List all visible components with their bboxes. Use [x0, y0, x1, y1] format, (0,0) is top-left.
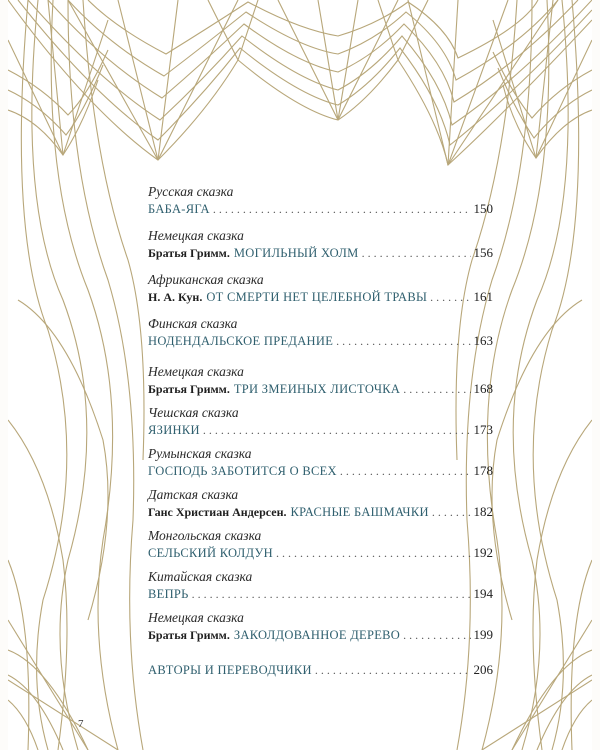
toc-genre: Датская сказка: [148, 487, 239, 502]
toc-title[interactable]: ЯЗИНКИ: [148, 423, 200, 437]
toc-line: [148, 244, 493, 262]
toc-genre: Русская сказка: [148, 184, 234, 199]
toc-title[interactable]: МОГИЛЬНЫЙ ХОЛМ: [233, 246, 359, 260]
toc-entry-authors-translators[interactable]: [148, 661, 493, 679]
toc-line: [148, 380, 493, 398]
book-page: [8, 0, 592, 750]
toc-line: [148, 288, 493, 306]
toc-page-number: 163: [473, 333, 493, 348]
toc-line: [148, 200, 493, 218]
toc-line: [148, 462, 493, 480]
toc-entry[interactable]: [148, 609, 493, 644]
toc-entry[interactable]: [148, 363, 493, 398]
toc-dot-leader: [403, 380, 470, 398]
toc-page-number: 156: [473, 245, 493, 260]
toc-page-number: 161: [473, 289, 493, 304]
toc-line: [148, 585, 493, 603]
toc-dot-leader: [213, 200, 471, 218]
toc-dot-leader: [432, 503, 471, 521]
toc-line: [148, 332, 493, 350]
toc-entry[interactable]: [148, 527, 493, 562]
toc-genre: Немецкая сказка: [148, 364, 244, 379]
spiderweb-corners: [8, 0, 592, 158]
toc-page-number: 182: [473, 504, 493, 519]
toc-title[interactable]: СЕЛЬСКИЙ КОЛДУН: [148, 546, 273, 560]
toc-title[interactable]: ГОСПОДЬ ЗАБОТИТСЯ О ВСЕХ: [148, 464, 337, 478]
toc-line: [148, 626, 493, 644]
toc-entry[interactable]: [148, 445, 493, 480]
toc-genre: Румынская сказка: [148, 446, 252, 461]
toc-dot-leader: [430, 288, 470, 306]
toc-dot-leader: [276, 544, 471, 562]
toc-genre: Финская сказка: [148, 316, 238, 331]
toc-page-number: 150: [473, 201, 493, 216]
toc-page-number: 178: [473, 463, 493, 478]
toc-dot-leader: [336, 332, 470, 350]
toc-page-number: 206: [473, 662, 493, 677]
toc-genre: Чешская сказка: [148, 405, 239, 420]
toc-dot-leader: [315, 661, 471, 679]
page-number: 7: [78, 718, 84, 730]
toc-dot-leader: [403, 626, 470, 644]
toc-author: Братья Гримм.: [148, 246, 230, 260]
toc-dot-leader: [192, 585, 471, 603]
toc-page-number: 168: [473, 381, 493, 396]
toc-title[interactable]: БАБА-ЯГА: [148, 202, 210, 216]
toc-title[interactable]: ОТ СМЕРТИ НЕТ ЦЕЛЕБНОЙ ТРАВЫ: [206, 290, 428, 304]
toc-line: [148, 421, 493, 439]
toc-author: Н. А. Кун.: [148, 290, 203, 304]
toc-author: Братья Гримм.: [148, 382, 230, 396]
toc-genre: Немецкая сказка: [148, 610, 244, 625]
toc-entry[interactable]: [148, 315, 493, 350]
toc-dot-leader: [340, 462, 471, 480]
toc-genre: Монгольская сказка: [148, 528, 262, 543]
toc-entry[interactable]: [148, 486, 493, 521]
toc-title[interactable]: ЗАКОЛДОВАННОЕ ДЕРЕВО: [233, 628, 401, 642]
toc-title[interactable]: КРАСНЫЕ БАШМАЧКИ: [290, 505, 429, 519]
toc-line: [148, 661, 493, 679]
toc-title[interactable]: ТРИ ЗМЕИНЫХ ЛИСТОЧКА: [233, 382, 401, 396]
toc-entry[interactable]: [148, 271, 493, 306]
toc-title[interactable]: АВТОРЫ И ПЕРЕВОДЧИКИ: [148, 663, 312, 677]
toc-line: [148, 503, 493, 521]
toc-genre: Немецкая сказка: [148, 228, 244, 243]
toc-genre: Африканская сказка: [148, 272, 264, 287]
toc-page-number: 173: [473, 422, 493, 437]
curtain-left: [8, 0, 144, 750]
toc-title[interactable]: ВЕПРЬ: [148, 587, 189, 601]
toc-dot-leader: [203, 421, 471, 439]
table-of-contents: [148, 183, 493, 679]
toc-dot-leader: [362, 244, 471, 262]
toc-page-number: 199: [473, 627, 493, 642]
toc-genre: Китайская сказка: [148, 569, 253, 584]
toc-page-number: 192: [473, 545, 493, 560]
toc-line: [148, 544, 493, 562]
toc-page-number: 194: [473, 586, 493, 601]
toc-author: Братья Гримм.: [148, 628, 230, 642]
toc-title[interactable]: НОДЕНДАЛЬСКОЕ ПРЕДАНИЕ: [148, 334, 334, 348]
toc-entry[interactable]: [148, 183, 493, 218]
toc-entry[interactable]: [148, 568, 493, 603]
toc-entry[interactable]: [148, 404, 493, 439]
toc-entry[interactable]: [148, 227, 493, 262]
toc-author: Ганс Христиан Андерсен.: [148, 505, 287, 519]
